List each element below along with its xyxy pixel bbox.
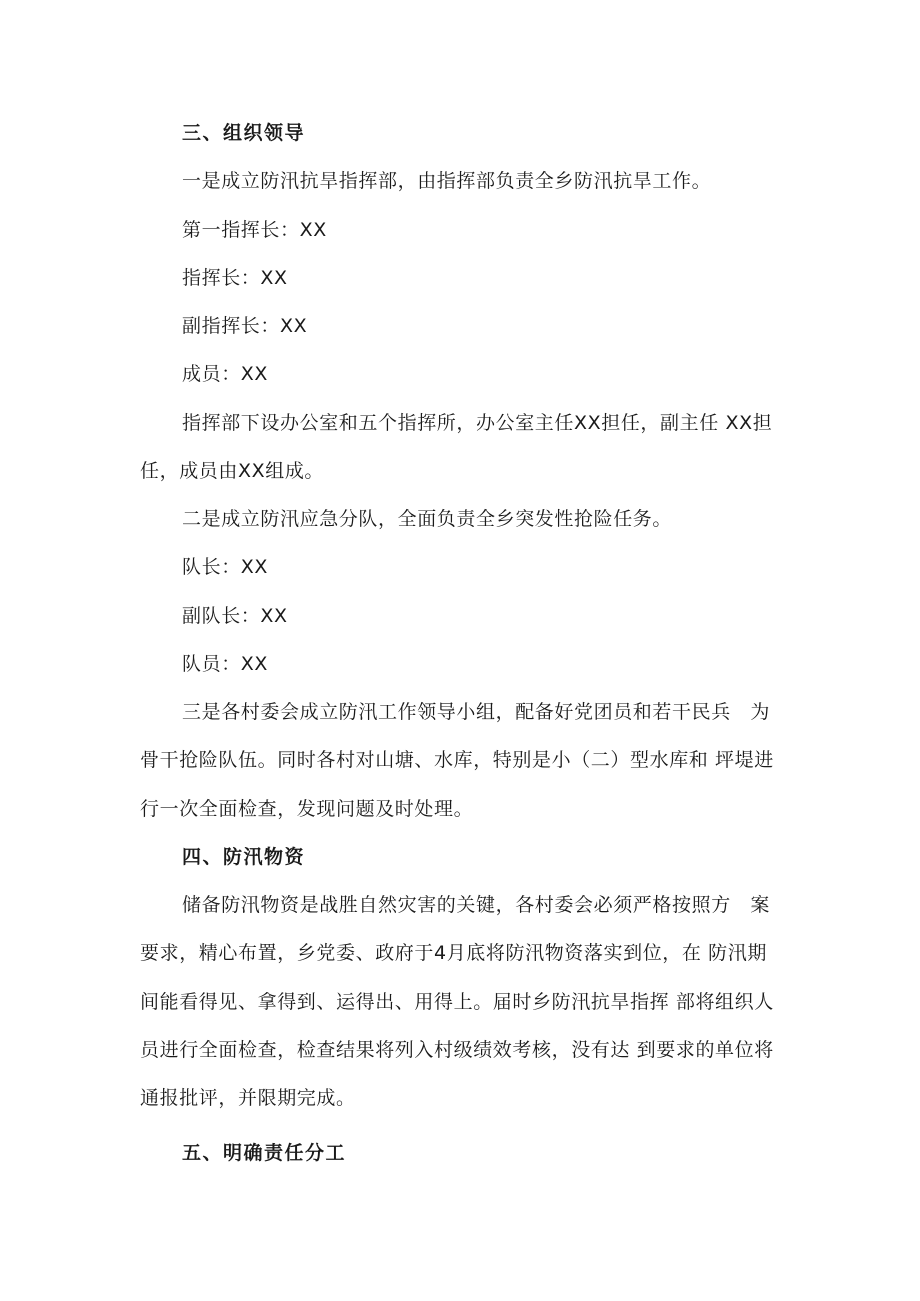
paragraph-command-hq: 一是成立防汛抗旱指挥部，由指挥部负责全乡防汛抗旱工作。 — [182, 170, 712, 192]
section-heading-responsibilities: 五、明确责任分工 — [182, 1142, 347, 1164]
deputy-commander-line: 副指挥长：XX — [182, 315, 308, 337]
section-heading-organization: 三、组织领导 — [182, 122, 306, 144]
members-line: 成员：XX — [182, 363, 269, 385]
paragraph-office-line1: 指挥部下设办公室和五个指挥所，办公室主任XX担任，副主任 XX担 — [182, 412, 773, 434]
team-members-line: 队员：XX — [182, 653, 269, 675]
captain-line: 队长：XX — [182, 556, 269, 578]
first-commander-line: 第一指挥长：XX — [182, 219, 327, 241]
commander-line: 指挥长：XX — [182, 267, 288, 289]
paragraph-materials-line3: 间能看得见、拿得到、运得出、用得上。届时乡防汛抗旱指挥 部将组织人 — [140, 991, 774, 1013]
paragraph-materials-line1: 储备防汛物资是战胜自然灾害的关键，各村委会必须严格按照方 案 — [182, 894, 771, 916]
section-heading-materials: 四、防汛物资 — [182, 846, 306, 868]
paragraph-village-line2: 骨干抢险队伍。同时各村对山塘、水库，特别是小（二）型水库和 坪堤进 — [140, 749, 774, 771]
paragraph-materials-line4: 员进行全面检查，检查结果将列入村级绩效考核，没有达 到要求的单位将 — [140, 1039, 774, 1061]
paragraph-emergency-team: 二是成立防汛应急分队，全面负责全乡突发性抢险任务。 — [182, 508, 673, 530]
paragraph-materials-line2: 要求，精心布置，乡党委、政府于4月底将防汛物资落实到位，在 防汛期 — [140, 942, 767, 964]
paragraph-office-line2: 任，成员由XX组成。 — [140, 460, 325, 482]
vice-captain-line: 副队长：XX — [182, 605, 288, 627]
paragraph-materials-line5: 通报批评，并限期完成。 — [140, 1087, 356, 1109]
paragraph-village-line3: 行一次全面检查，发现问题及时处理。 — [140, 798, 474, 820]
paragraph-village-line1: 三是各村委会成立防汛工作领导小组，配备好党团员和若干民兵 为 — [182, 701, 771, 723]
